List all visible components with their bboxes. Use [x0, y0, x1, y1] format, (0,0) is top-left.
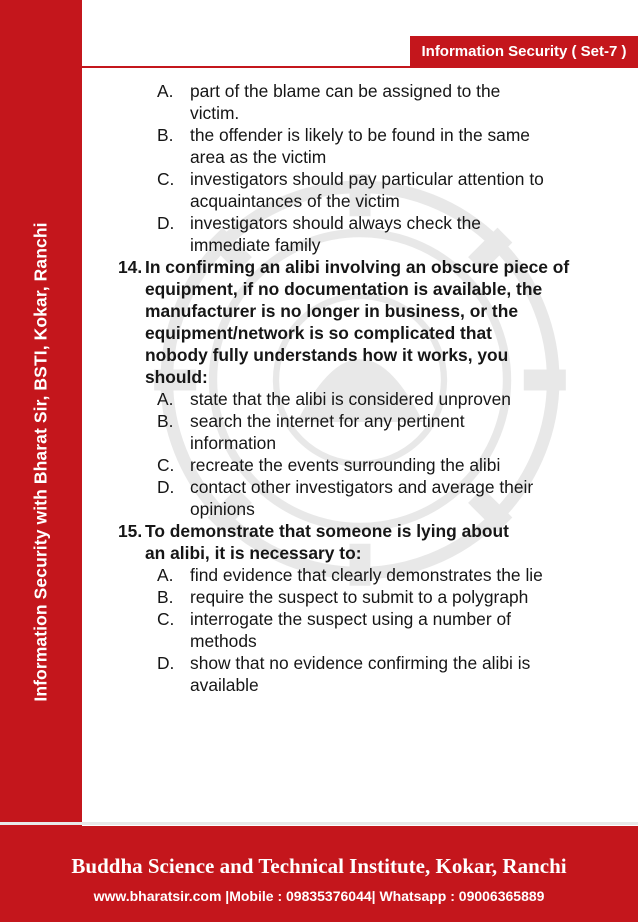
option-letter: C. — [157, 455, 175, 475]
question-line — [82, 322, 622, 344]
option-line — [82, 102, 622, 124]
option-line — [82, 146, 622, 168]
option-letter: D. — [157, 653, 175, 673]
option-text: opinions — [190, 499, 255, 519]
option-letter: C. — [157, 609, 175, 629]
option-text: show that no evidence confirming the alibi is — [190, 653, 531, 673]
option-line — [82, 498, 622, 520]
option-text: find evidence that clearly demonstrates the lie — [190, 565, 543, 585]
option-text: acquaintances of the victim — [190, 191, 400, 211]
option-letter: B. — [157, 587, 174, 607]
option-line — [82, 388, 622, 410]
question-line — [82, 542, 622, 564]
option-line — [82, 124, 622, 146]
question-content — [82, 80, 622, 696]
question-15 — [82, 520, 622, 696]
option-line — [82, 652, 622, 674]
question-text: equipment/network is so complicated that — [145, 323, 492, 343]
question-text: manufacturer is no longer in business, or the — [145, 301, 518, 321]
option-letter: A. — [157, 565, 174, 585]
option-text: area as the victim — [190, 147, 327, 167]
option-line — [82, 564, 622, 586]
question-number: 14. — [118, 257, 143, 277]
option-text: the offender is likely to be found in the same — [190, 125, 530, 145]
option-text: investigators should always check the — [190, 213, 481, 233]
sidebar-text: Information Security with Bharat Sir, BSTI, Kokar, Ranchi — [30, 222, 51, 702]
option-text: part of the blame can be assigned to the — [190, 81, 501, 101]
option-line — [82, 454, 622, 476]
option-text: investigators should pay particular attention to — [190, 169, 544, 189]
option-text: interrogate the suspect using a number of — [190, 609, 511, 629]
option-letter: D. — [157, 477, 175, 497]
question-line — [82, 366, 622, 388]
option-text: information — [190, 433, 277, 453]
question-line — [82, 278, 622, 300]
option-letter: A. — [157, 389, 174, 409]
option-letter: C. — [157, 169, 175, 189]
set-title-tag: Information Security ( Set-7 ) — [410, 36, 638, 66]
option-line — [82, 432, 622, 454]
option-text: recreate the events surrounding the alibi — [190, 455, 501, 475]
question-text: To demonstrate that someone is lying about — [145, 521, 509, 541]
option-line — [82, 212, 622, 234]
option-line — [82, 190, 622, 212]
footer — [0, 826, 638, 922]
question-text: an alibi, it is necessary to: — [145, 543, 362, 563]
option-text: state that the alibi is considered unproven — [190, 389, 511, 409]
option-letter: B. — [157, 125, 174, 145]
question-text: nobody fully understands how it works, you — [145, 345, 509, 365]
question-14 — [82, 256, 622, 520]
question-line — [82, 256, 622, 278]
sidebar-band — [0, 0, 82, 826]
option-line — [82, 80, 622, 102]
option-letter: A. — [157, 81, 174, 101]
option-text: contact other investigators and average their — [190, 477, 534, 497]
option-line — [82, 410, 622, 432]
option-line — [82, 630, 622, 652]
question-line — [82, 520, 622, 542]
question-line — [82, 300, 622, 322]
question-line — [82, 344, 622, 366]
option-text: search the internet for any pertinent — [190, 411, 465, 431]
option-text: methods — [190, 631, 257, 651]
footer-institute-name: Buddha Science and Technical Institute, Kokar, Ranchi — [71, 854, 567, 878]
option-letter: D. — [157, 213, 175, 233]
question-text: equipment, if no documentation is available, the — [145, 279, 543, 299]
footer-contact-info: www.bharatsir.com |Mobile : 09835376044| Whatsapp : 09006365889 — [93, 888, 545, 904]
question-text: should: — [145, 367, 208, 387]
option-line — [82, 168, 622, 190]
question-number: 15. — [118, 521, 143, 541]
previous-question-options — [82, 80, 622, 256]
question-text: In confirming an alibi involving an obscure piece of — [145, 257, 570, 277]
footer-divider — [0, 822, 638, 825]
option-text: require the suspect to submit to a polygraph — [190, 587, 529, 607]
option-text: victim. — [190, 103, 240, 123]
option-text: immediate family — [190, 235, 321, 255]
header-divider — [82, 66, 638, 68]
option-line — [82, 476, 622, 498]
option-line — [82, 674, 622, 696]
option-letter: B. — [157, 411, 174, 431]
option-line — [82, 234, 622, 256]
option-line — [82, 608, 622, 630]
option-text: available — [190, 675, 259, 695]
option-line — [82, 586, 622, 608]
